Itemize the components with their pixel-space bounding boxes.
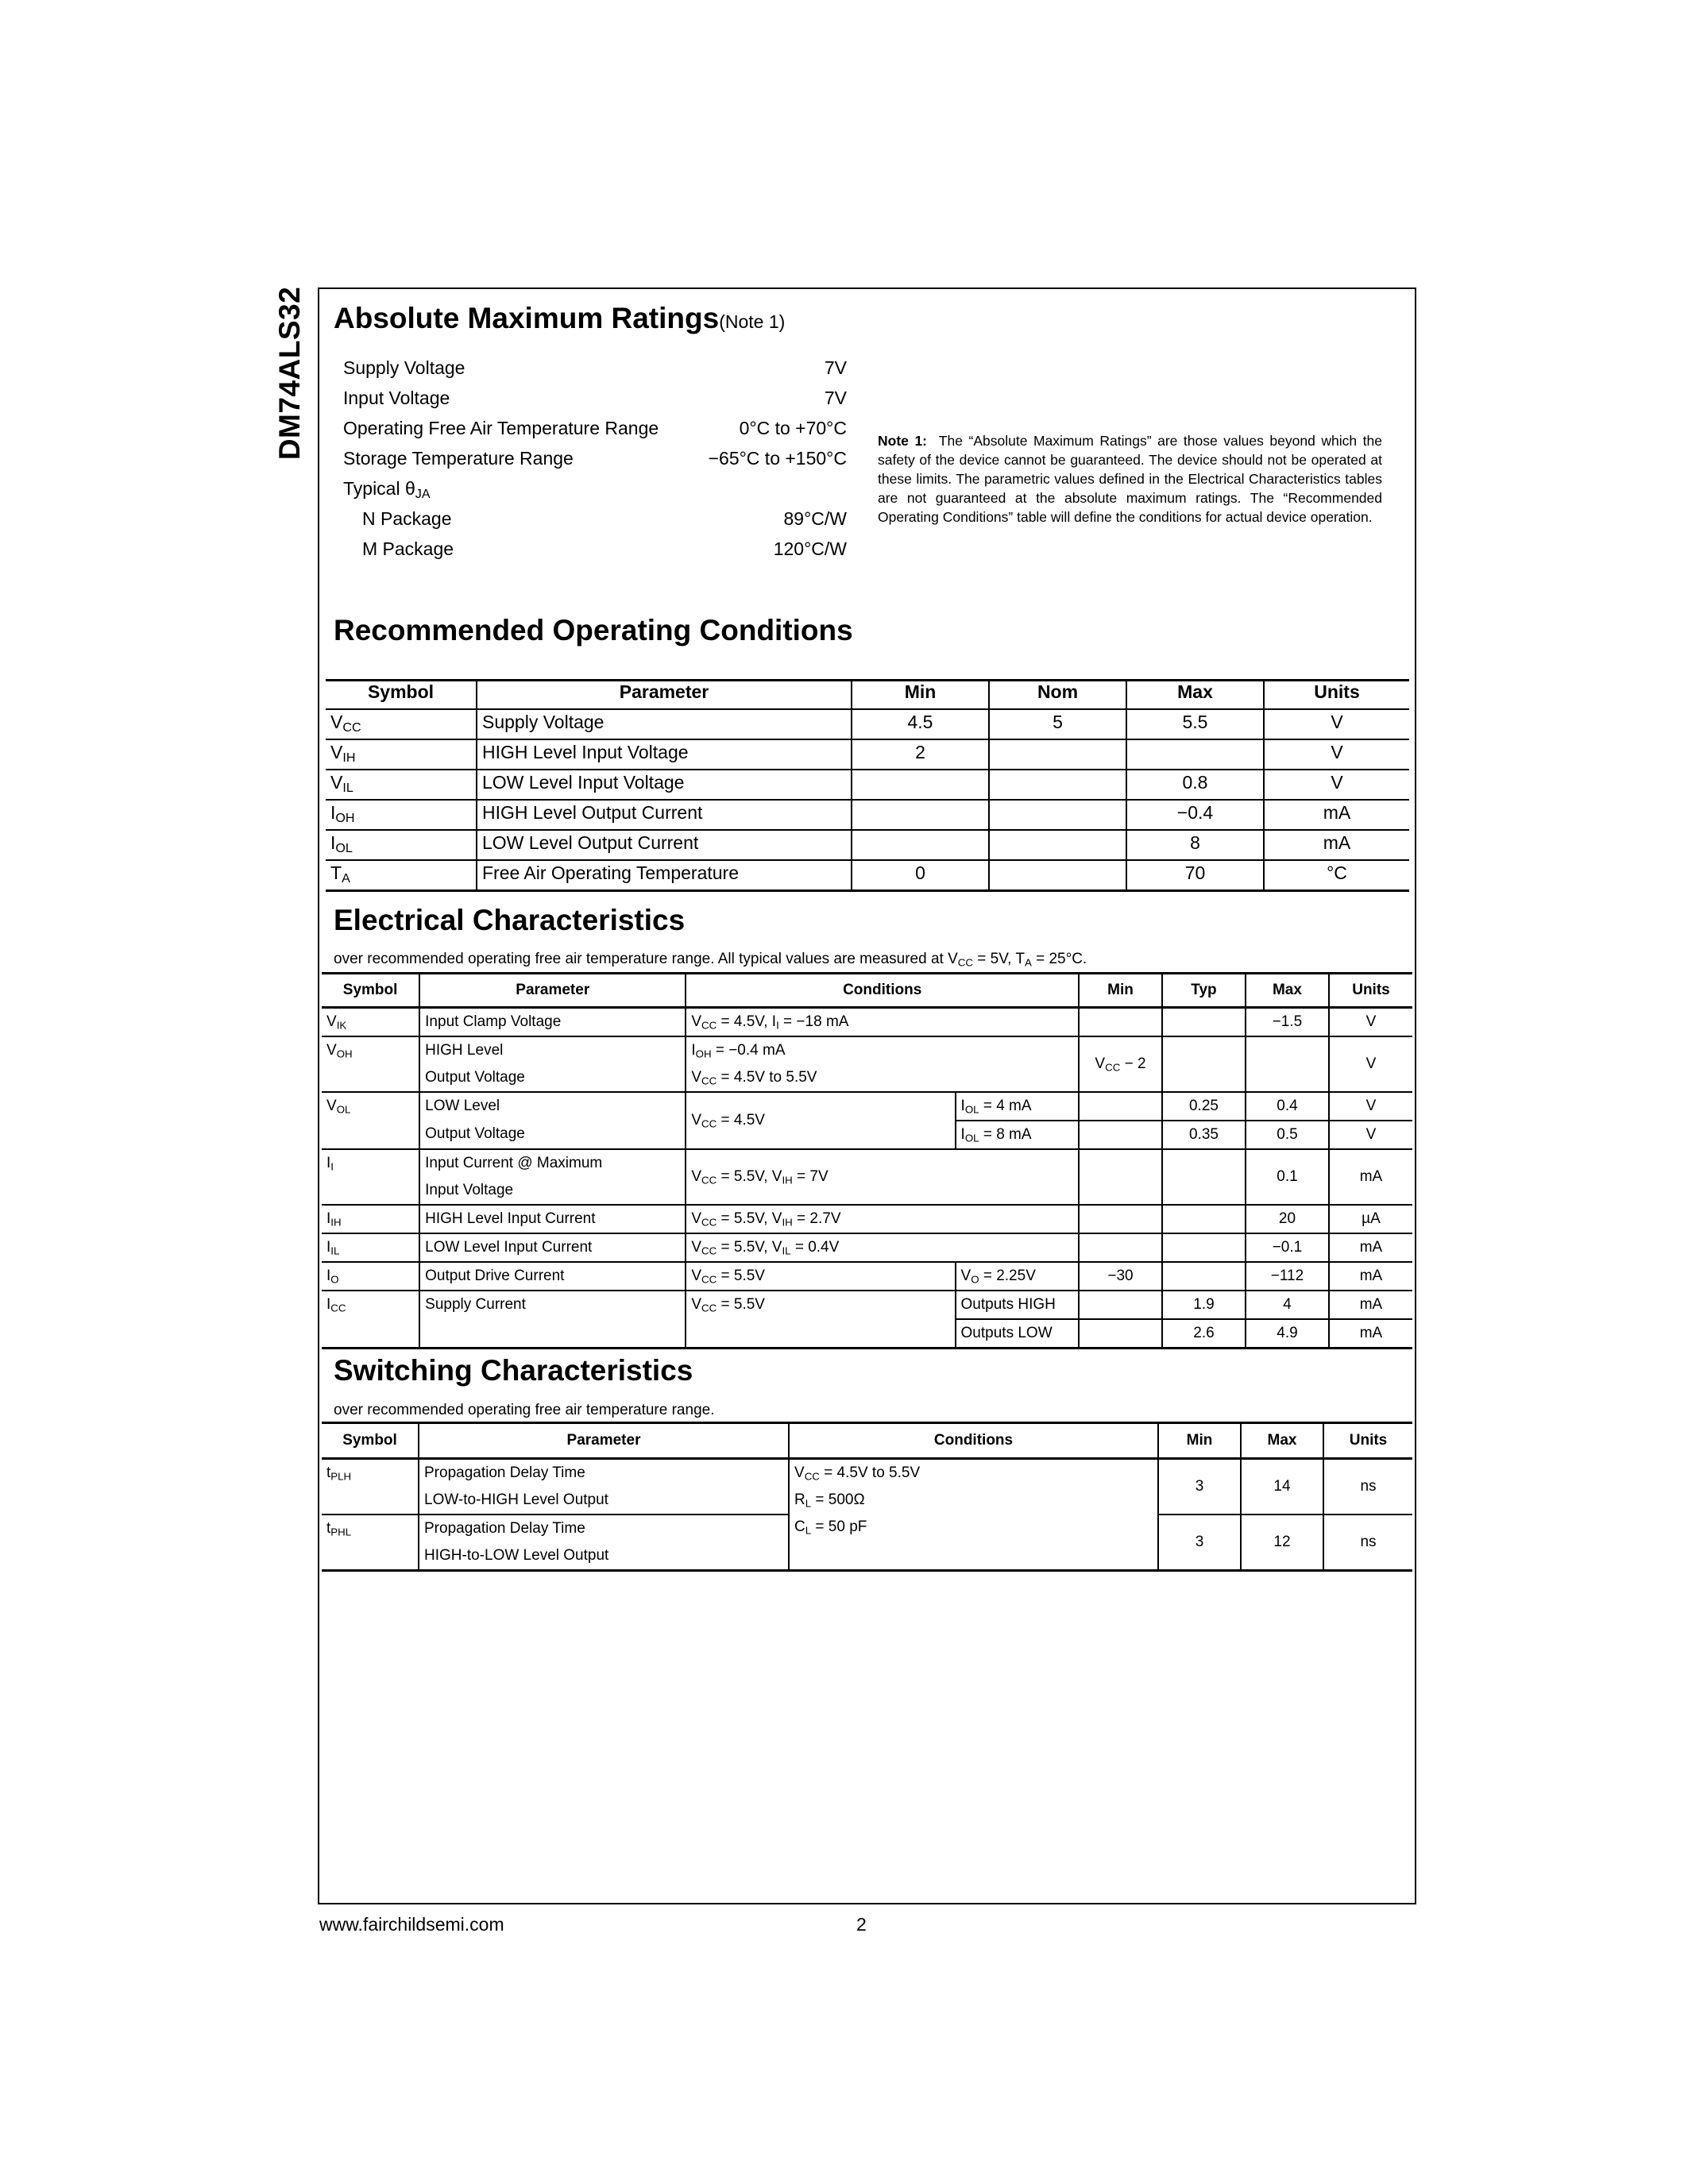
roc-header: Symbol [326,681,477,710]
amr-row: Storage Temperature Range −65°C to +150°C [343,448,847,469]
table-row: Output Voltage $I_{OL} = 8$ mA 0.35 0.5 V [322,1121,1412,1149]
amr-row: Operating Free Air Temperature Range 0°C to +70°C [343,418,847,438]
amr-note-ref: (Note 1) [719,311,786,332]
roc-table [326,679,1409,892]
sc-header: Units [1323,1423,1412,1459]
table-row: $V_{IH}$ HIGH Level Input Voltage 2 V [326,739,1409,770]
table-row: $I_I$ Input Current @ Maximum $V_{CC} = 5.5V$, $V_{IH} = 7V$ 0.1 mA [322,1149,1412,1177]
sc-title: Switching Characteristics [334,1354,693,1387]
ec-header: Conditions [686,974,1079,1008]
table-row: LOW-to-HIGH Level Output [322,1487,1412,1515]
ec-header: Typ [1162,974,1246,1008]
ec-title: Electrical Characteristics [334,904,686,936]
table-row: $I_{CC}$ Supply Current $V_{CC} = 5.5V$ Outputs HIGH 1.9 4 mA [322,1291,1412,1319]
roc-header: Min [852,681,989,710]
ec-header: Symbol [322,974,419,1008]
footer-url[interactable]: www.fairchildsemi.com [319,1914,504,1935]
amr-row: N Package 89°C/W [362,508,847,529]
amr-title: Absolute Maximum Ratings(Note 1) [334,302,786,334]
side-title: DM74ALS32 [273,286,306,461]
table-row: Outputs LOW 2.6 4.9 mA [322,1319,1412,1349]
sc-header: Min [1158,1423,1241,1459]
table-row: $I_{IL}$ LOW Level Input Current $V_{CC} = 5.5V$, $V_{IL} = 0.4V$ −0.1 mA [322,1233,1412,1262]
table-row: HIGH-to-LOW Level Output [322,1542,1412,1571]
note-1: Note 1: The “Absolute Maximum Ratings” are those values beyond which the safety of the device cannot be guaranteed. The device should not be operated at these limits. The parametric values defined in the Electrical Characteristics tables are not guaranteed at the absolute maximum ratings. The “Recommended Operating Conditions” table will define the conditions for actual device operation. [878,433,1382,525]
table-row: $I_O$ Output Drive Current $V_{CC} = 5.5V$ $V_O = 2.25V$ −30 −112 mA [322,1262,1412,1291]
table-row: $V_{IK}$ Input Clamp Voltage $V_{CC} = 4.5V$, $I_I = -18$ mA −1.5 V [322,1008,1412,1037]
table-row: $t_{PLH}$ Propagation Delay Time $V_{CC} = 4.5V$ to 5.5V $R_L = 500\Omega$ $C_L = 50$ pF 3 14 ns [322,1459,1412,1488]
amr-row: Typical $\theta_{JA}$ [343,478,431,502]
amr-row: Input Voltage 7V [343,388,847,408]
amr-list [343,356,847,567]
sc-table [322,1422,1412,1572]
table-row: $T_A$ Free Air Operating Temperature 0 70 °C [326,860,1409,891]
table-row: $V_{OL}$ LOW Level $V_{CC} = 4.5V$ $I_{OL} = 4$ mA 0.25 0.4 V [322,1092,1412,1121]
ec-header: Units [1329,974,1412,1008]
table-row: $I_{OH}$ HIGH Level Output Current −0.4 mA [326,800,1409,830]
ec-header: Parameter [419,974,686,1008]
roc-title: Recommended Operating Conditions [334,614,853,646]
roc-header: Parameter [477,681,852,710]
table-row: $I_{IH}$ HIGH Level Input Current $V_{CC} = 5.5V$, $V_{IH} = 2.7V$ 20 µA [322,1205,1412,1233]
amr-row: M Package 120°C/W [362,538,847,559]
table-row: $V_{CC}$ Supply Voltage 4.5 5 5.5 V [326,709,1409,739]
sc-header: Parameter [419,1423,789,1459]
roc-header: Units [1264,681,1409,710]
sc-header: Symbol [322,1423,419,1459]
sc-subtitle: over recommended operating free air temperature range. [334,1402,715,1418]
page-number: 2 [856,1914,867,1935]
ec-table [322,972,1412,1349]
ec-subtitle: over recommended operating free air temperature range. All typical values are measured at $V_{CC} = 5V$, $T_A = 25^\circ C$. [334,951,1087,969]
table-row: $I_{OL}$ LOW Level Output Current 8 mA [326,830,1409,860]
table-row: Input Voltage [322,1177,1412,1205]
table-row: $t_{PHL}$ Propagation Delay Time 3 12 ns [322,1515,1412,1542]
table-row: Output Voltage $V_{CC} = 4.5V$ to 5.5V [322,1064,1412,1092]
sc-header: Max [1241,1423,1323,1459]
roc-header: Max [1126,681,1264,710]
table-row: $V_{IL}$ LOW Level Input Voltage 0.8 V [326,770,1409,800]
ec-header: Min [1079,974,1162,1008]
ec-header: Max [1246,974,1329,1008]
sc-header: Conditions [789,1423,1158,1459]
roc-header: Nom [989,681,1126,710]
amr-row: Supply Voltage 7V [343,357,847,378]
table-row: $V_{OH}$ HIGH Level $I_{OH} = -0.4$ mA $V_{CC} - 2$ V [322,1036,1412,1064]
